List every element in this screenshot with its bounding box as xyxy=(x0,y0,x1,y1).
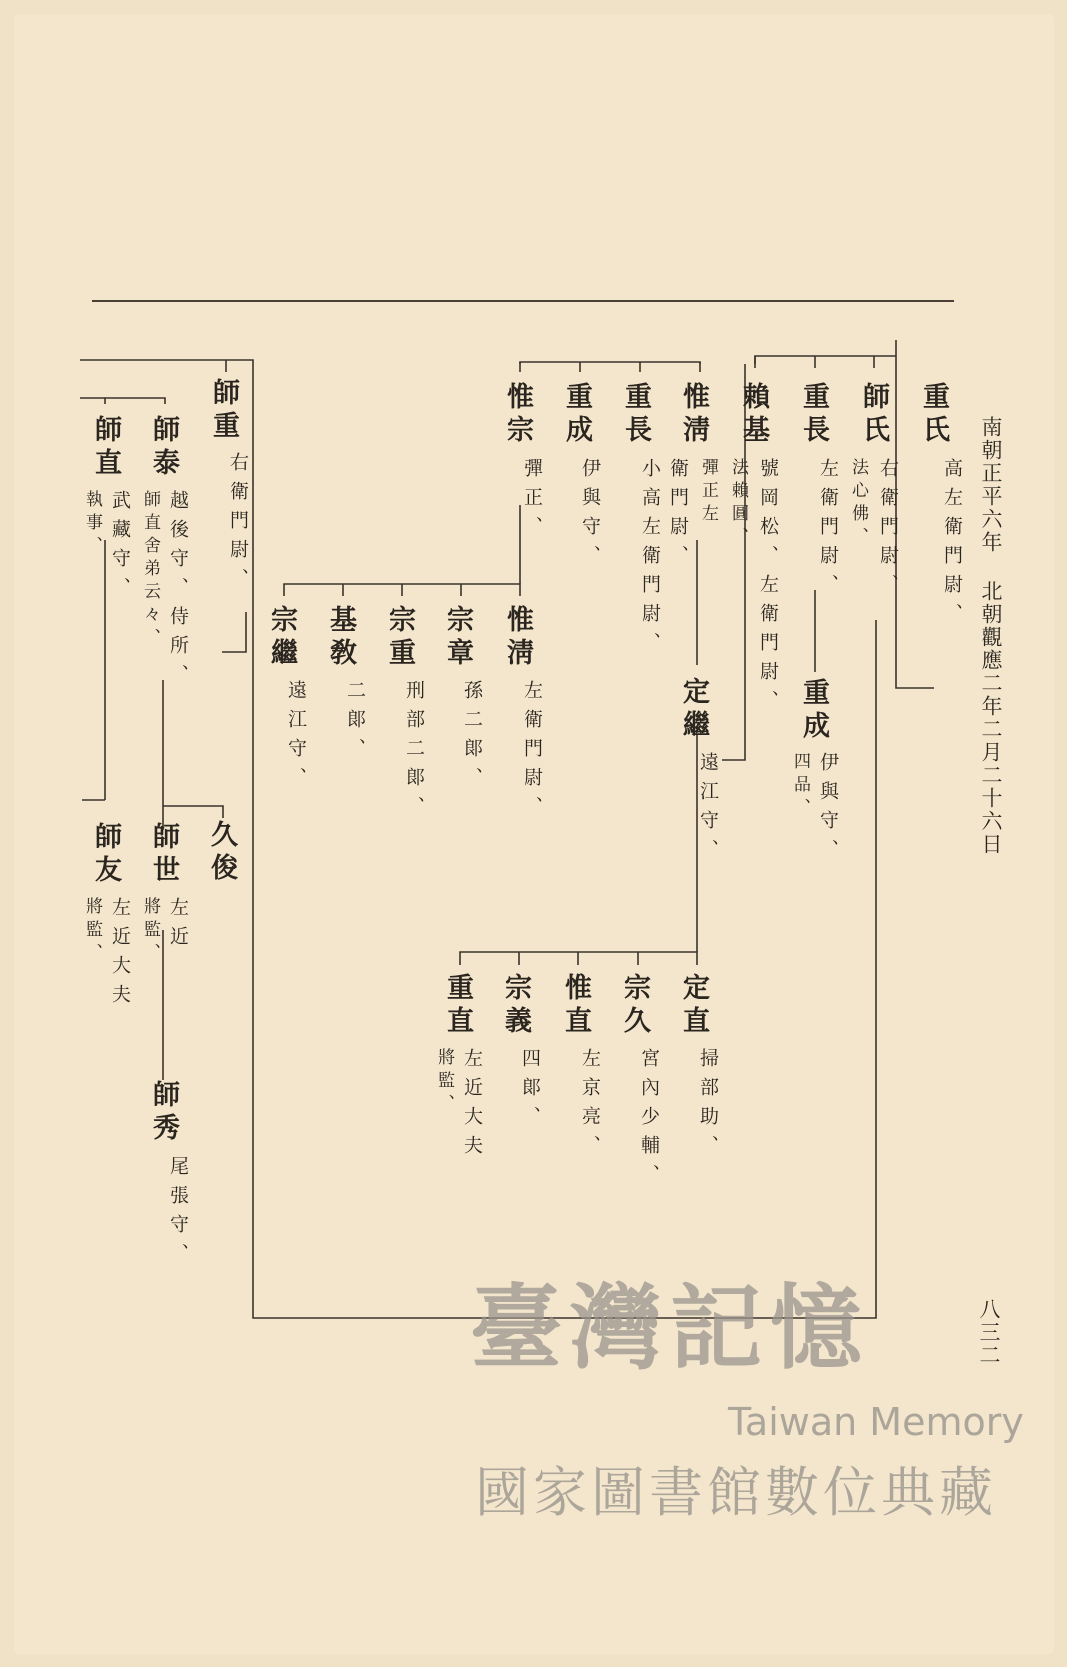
note-muneaki: 孫二郞、 xyxy=(461,680,483,796)
note-shigenaga-2: 小高左衛門尉、 xyxy=(639,458,661,661)
person-moroyasu: 師泰 xyxy=(148,415,179,481)
note2-moronao: 執事、 xyxy=(82,490,102,559)
person-shigenari-1: 重成 xyxy=(798,678,829,744)
line-moroshige xyxy=(222,612,246,652)
person-korekiyo-2: 惟淸 xyxy=(502,605,533,671)
note-sadanao: 掃部助、 xyxy=(697,1048,719,1164)
note2-yorimoto: 法賴圓、 xyxy=(728,458,748,550)
note-korenao: 左京亮、 xyxy=(579,1048,601,1164)
note-morotomo: 左近大夫 xyxy=(109,897,131,1013)
note-shigenaga-1: 左衛門尉、 xyxy=(817,458,839,603)
person-moroshige: 師重 xyxy=(208,378,239,444)
watermark-logo: 臺灣記憶 xyxy=(470,1274,871,1382)
note-shigenari-1: 伊與守、 xyxy=(817,752,839,868)
note-morohide: 尾張守、 xyxy=(167,1156,189,1272)
note2-shigenao: 將監、 xyxy=(434,1048,454,1117)
person-munetsugu: 宗繼 xyxy=(266,605,297,671)
person-shigenari-2: 重成 xyxy=(561,382,592,448)
person-koremune: 惟宗 xyxy=(502,382,533,448)
line-bar-e xyxy=(105,398,165,404)
person-munehisa: 宗久 xyxy=(619,973,650,1039)
person-sadanao: 定直 xyxy=(678,973,709,1039)
person-morohide: 師秀 xyxy=(148,1080,179,1146)
note-shigeuji: 高左衛門尉、 xyxy=(941,458,963,632)
person-moronao: 師直 xyxy=(90,415,121,481)
person-morotomo: 師友 xyxy=(90,822,121,888)
note2-morotomo: 將監、 xyxy=(82,897,102,966)
person-muneaki: 宗章 xyxy=(442,605,473,671)
person-shigenao: 重直 xyxy=(442,973,473,1039)
person-teitsugu: 定繼 xyxy=(678,677,709,743)
person-korenao: 惟直 xyxy=(560,973,591,1039)
person-moroji: 師氏 xyxy=(858,382,889,448)
note-munehisa: 宮內少輔、 xyxy=(638,1048,660,1193)
note-shigenari-2: 伊與守、 xyxy=(579,458,601,574)
note2-moroji: 法心佛、 xyxy=(848,458,868,550)
watermark-english: Taiwan Memory xyxy=(728,1400,1024,1444)
note-moronao: 武藏守、 xyxy=(109,490,131,606)
note2-moroyasu: 師直舍弟云々、 xyxy=(140,490,160,651)
note-teitsugu: 遠江守、 xyxy=(697,752,719,868)
page-number: 八三二 xyxy=(977,1298,1001,1367)
person-shigenaga-2: 重長 xyxy=(620,382,651,448)
person-shigenaga-1: 重長 xyxy=(798,382,829,448)
person-motonori: 基敎 xyxy=(325,605,356,671)
header-date: 南朝正平六年 北朝觀應二年二月二十六日 xyxy=(979,416,1003,856)
line-bar-b xyxy=(520,362,700,364)
person-shigeuji: 重氏 xyxy=(918,382,949,448)
note-koremune: 彈正、 xyxy=(521,458,543,545)
note-moroji: 右衛門尉、 xyxy=(877,458,899,603)
note-moroyasu: 越後守、侍所、 xyxy=(167,490,189,693)
person-muneyoshi: 宗義 xyxy=(500,973,531,1039)
note-muneyoshi: 四郞、 xyxy=(519,1048,541,1135)
line-bar-a xyxy=(755,356,896,364)
watermark-institution: 國家圖書館數位典藏 xyxy=(475,1461,997,1524)
note-motonori: 二郞、 xyxy=(344,680,366,767)
note-yorimoto: 號岡松、左衛門尉、 xyxy=(757,458,779,719)
person-hisatoshi: 久俊 xyxy=(206,820,237,886)
note-shigenao: 左近大夫 xyxy=(461,1048,483,1164)
note-muneshige: 刑部二郞、 xyxy=(403,680,425,825)
note-korekiyo-1: 衛門尉、 xyxy=(667,458,689,574)
note2-moroyo: 將監、 xyxy=(140,897,160,966)
note2-korekiyo-1: 彈正左 xyxy=(698,458,718,527)
note2-shigenari-1: 四品、 xyxy=(790,752,810,821)
note-korekiyo-2: 左衛門尉、 xyxy=(521,680,543,825)
person-yorimoto: 賴基 xyxy=(738,382,769,448)
person-korekiyo-1: 惟淸 xyxy=(678,382,709,448)
note-moroshige: 右衛門尉、 xyxy=(227,452,249,597)
note-moroyo: 左近 xyxy=(167,897,189,955)
person-moroyo: 師世 xyxy=(148,822,179,888)
note-munetsugu: 遠江守、 xyxy=(285,680,307,796)
person-muneshige: 宗重 xyxy=(384,605,415,671)
